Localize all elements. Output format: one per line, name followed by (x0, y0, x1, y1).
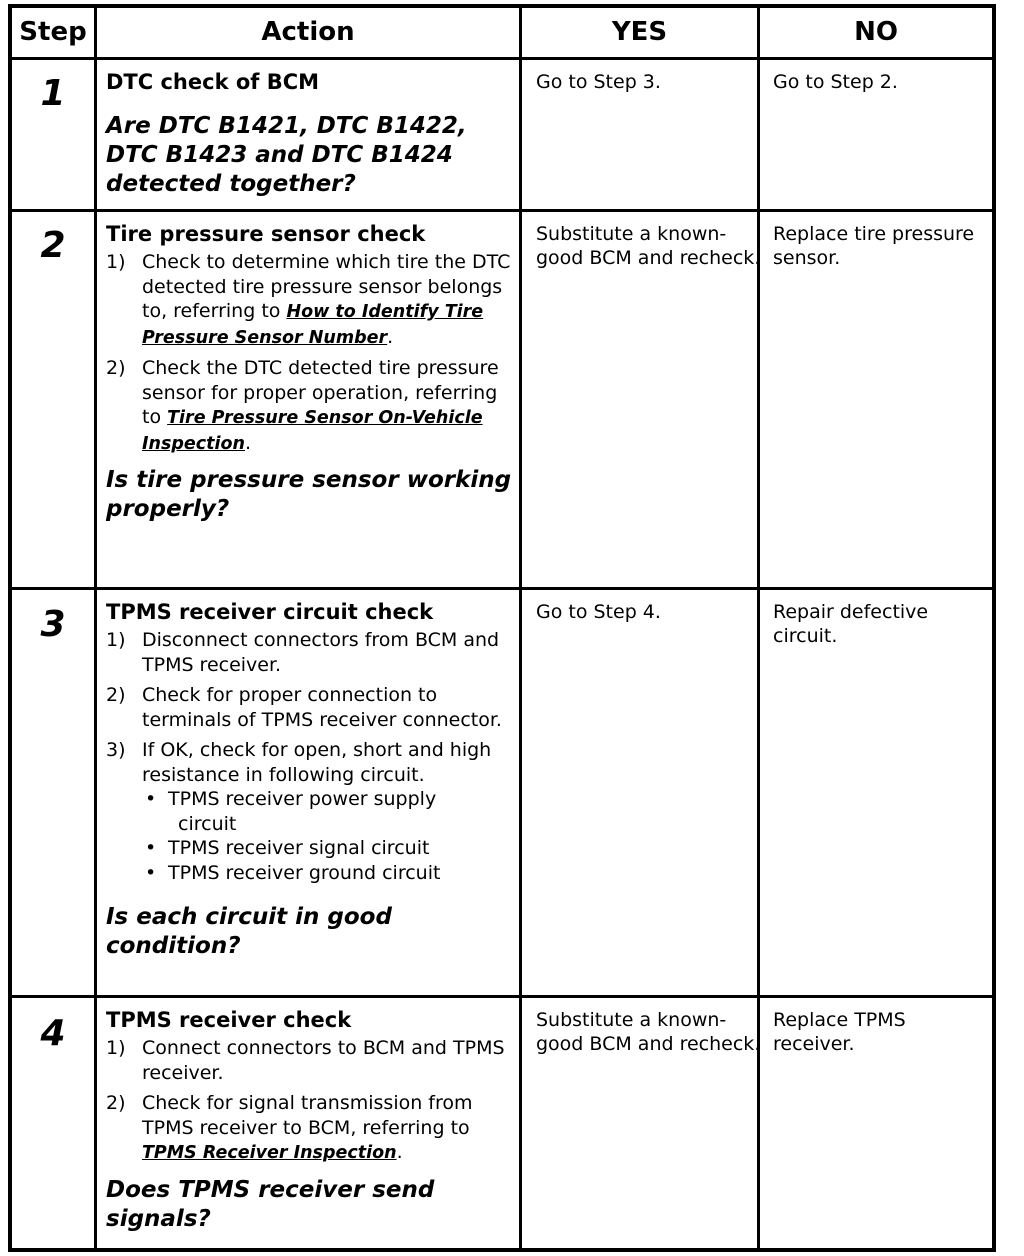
bullet-text: TPMS receiver power supply (168, 788, 437, 810)
item-text: Check the DTC detected tire pressure sensor for proper operation, referring to (142, 357, 499, 428)
action-cell-3 (104, 598, 518, 961)
item-number: 2) (106, 357, 126, 379)
list-item (106, 683, 518, 732)
item-number: 2) (106, 1092, 126, 1114)
bullet-text: TPMS receiver signal circuit (168, 837, 430, 859)
action-cell-4 (104, 1006, 518, 1234)
item-number: 1) (106, 251, 126, 273)
step-title: Tire pressure sensor check (106, 222, 426, 246)
row-divider (12, 995, 992, 998)
bullet-icon: • (145, 861, 157, 884)
no-cell-2: Replace tire pressure sensor. (773, 223, 975, 269)
yes-cell-4: Substitute a known-good BCM and recheck. (536, 1009, 761, 1055)
reference-link[interactable]: TPMS Receiver Inspection (142, 1143, 397, 1163)
list-item (106, 1036, 518, 1085)
header-yes: YES (611, 17, 668, 47)
yes-cell-2: Substitute a known-good BCM and recheck. (536, 223, 761, 269)
item-tail: . (245, 431, 252, 454)
step-number-4: 4 (40, 1013, 66, 1054)
no-cell-1: Go to Step 2. (773, 71, 898, 93)
step-number-1: 1 (40, 73, 66, 114)
list-item (106, 250, 518, 350)
item-number: 1) (106, 1037, 126, 1059)
step-question: Is each circuit in good condition? (106, 904, 392, 959)
bullet-text-continued: circuit (178, 812, 237, 835)
step-question: Are DTC B1421, DTC B1422, DTC B1423 and DTC B1424 detected together? (106, 113, 467, 197)
column-divider (94, 8, 97, 1248)
diagnostic-table (8, 4, 996, 1252)
bullet-icon: • (145, 837, 157, 859)
bullet-text: TPMS receiver ground circuit (168, 861, 441, 884)
reference-link[interactable]: How to Identify Tire Pressure Sensor Number (142, 302, 484, 348)
column-divider (519, 8, 522, 1248)
item-tail: . (396, 1141, 403, 1163)
circuit-list (142, 787, 518, 885)
reference-link[interactable]: Tire Pressure Sensor On-Vehicle Inspection (142, 408, 483, 454)
step-number-3: 3 (40, 604, 66, 645)
bullet-item (142, 787, 518, 836)
item-text: Disconnect connectors from BCM and TPMS receiver. (142, 629, 500, 676)
item-tail: . (387, 325, 394, 348)
step-question: Is tire pressure sensor working properly? (106, 467, 512, 522)
step-question: Does TPMS receiver send signals? (106, 1176, 435, 1232)
header-step: Step (19, 17, 87, 47)
bullet-item (142, 836, 518, 861)
action-cell-2 (104, 220, 518, 524)
item-number: 1) (106, 629, 126, 651)
item-text: Check for proper connection to terminals of TPMS receiver connector. (142, 684, 502, 731)
list-item (106, 628, 518, 677)
list-item (106, 738, 518, 885)
header-no: NO (854, 17, 898, 47)
no-cell-4: Replace TPMS receiver. (773, 1009, 906, 1055)
item-text: Check for signal transmission from TPMS receiver to BCM, referring to (142, 1092, 473, 1139)
procedure-list (106, 250, 518, 456)
bullet-item (142, 861, 518, 886)
yes-cell-1: Go to Step 3. (536, 71, 661, 93)
step-title: DTC check of BCM (106, 70, 320, 94)
bullet-icon: • (145, 788, 157, 810)
list-item (106, 356, 518, 456)
list-item (106, 1091, 518, 1166)
item-number: 3) (106, 739, 126, 761)
item-text: Check to determine which tire the DTC detected tire pressure sensor belongs to, referring to (142, 251, 511, 322)
item-number: 2) (106, 684, 126, 706)
procedure-list (106, 628, 518, 885)
row-divider (12, 587, 992, 590)
step-number-2: 2 (40, 225, 66, 266)
yes-cell-3: Go to Step 4. (536, 601, 661, 623)
no-cell-3: Repair defective circuit. (773, 601, 929, 647)
column-divider (757, 8, 760, 1248)
action-cell-1 (104, 68, 518, 199)
procedure-list (106, 1036, 518, 1166)
step-title: TPMS receiver circuit check (106, 600, 434, 624)
item-text: If OK, check for open, short and high resistance in following circuit. (142, 739, 492, 786)
header-action: Action (261, 17, 355, 47)
step-title: TPMS receiver check (106, 1008, 352, 1032)
item-text: Connect connectors to BCM and TPMS receiver. (142, 1037, 505, 1084)
row-divider (12, 209, 992, 212)
